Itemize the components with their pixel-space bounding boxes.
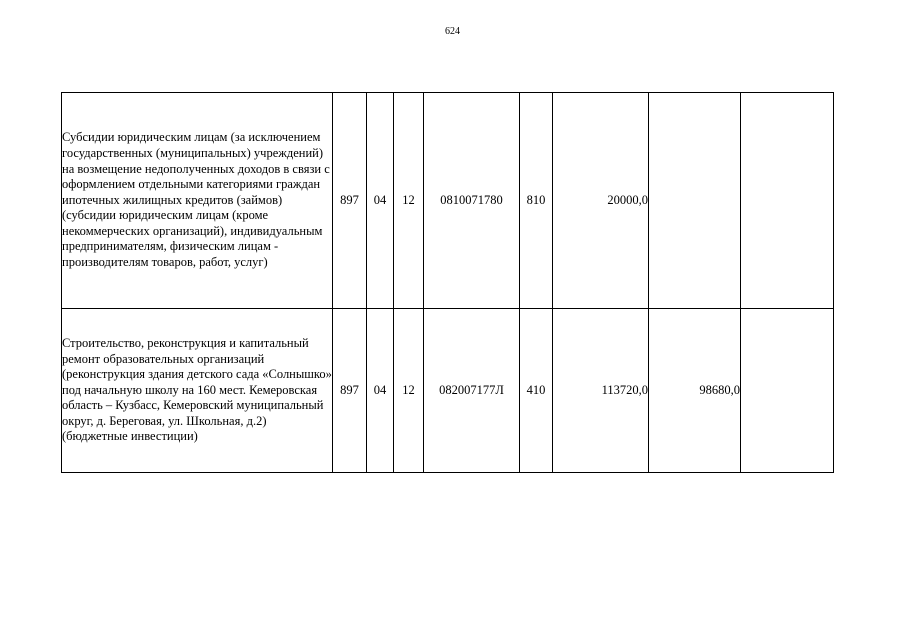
code-cell: 897: [333, 93, 367, 309]
expense-type-cell: 810: [520, 93, 553, 309]
expense-type-cell: 410: [520, 309, 553, 473]
table-row: [62, 93, 834, 309]
code-cell: 897: [333, 309, 367, 473]
row-name-cell: Субсидии юридическим лицам (за исключением государственных (муниципальных) учреждений) на возмещение недополученных доходов в связи с оформлением отдельными категориями граждан ипотечных жилищных кредитов (займов) (субсидии юридическим лицам (кроме некоммерческих организаций), индивидуальным предпринимателям, физическим лицам - производителям товаров, работ, услуг): [62, 93, 333, 309]
section-cell: 04: [367, 93, 394, 309]
amount-3-cell: [741, 309, 834, 473]
target-article-cell: 082007177Л: [424, 309, 520, 473]
amount-1-cell: 113720,0: [553, 309, 649, 473]
page-number: 624: [445, 26, 460, 37]
table-row: [62, 309, 834, 473]
subsection-cell: 12: [394, 309, 424, 473]
row-name-cell: Строительство, реконструкция и капитальный ремонт образовательных организаций (реконструкция здания детского сада «Солнышко» под начальную школу на 160 мест. Кемеровская область – Кузбасс, Кемеровский муниципальный округ, д. Береговая, ул. Школьная, д.2) (бюджетные инвестиции): [62, 309, 333, 473]
budget-table: [61, 92, 834, 473]
target-article-cell: 0810071780: [424, 93, 520, 309]
amount-2-cell: 98680,0: [649, 309, 741, 473]
subsection-cell: 12: [394, 93, 424, 309]
amount-3-cell: [741, 93, 834, 309]
section-cell: 04: [367, 309, 394, 473]
amount-2-cell: [649, 93, 741, 309]
amount-1-cell: 20000,0: [553, 93, 649, 309]
